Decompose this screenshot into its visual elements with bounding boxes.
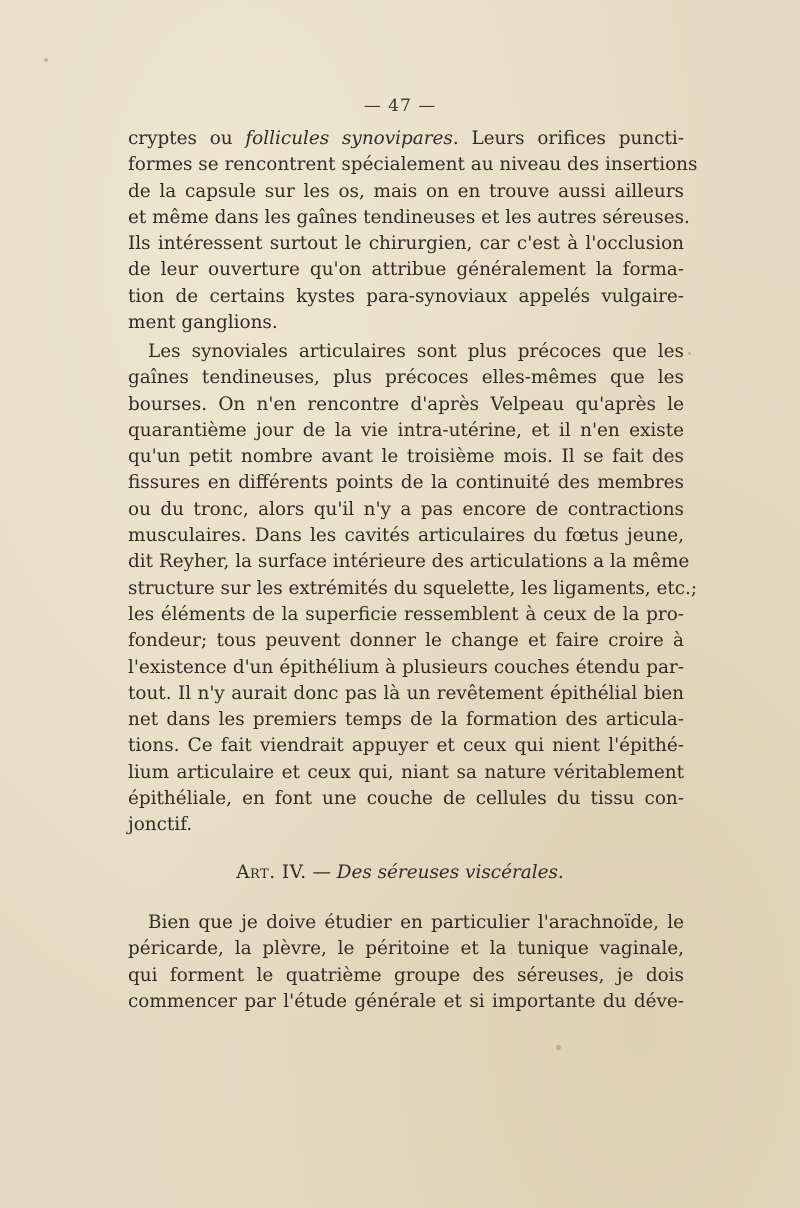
text-line: dit Reyher, la surface intérieure des articulations a la même <box>128 551 690 573</box>
text-line: fondeur; tous peuvent donner le change et faire croire à <box>128 630 684 652</box>
paragraph-2 <box>128 339 698 839</box>
text-line: ou du tronc, alors qu'il n'y a pas encore de contractions <box>128 498 684 520</box>
text-line: les éléments de la superficie ressemblent à ceux de la pro- <box>128 603 684 625</box>
text-line: formes se rencontrent spécialement au niveau des insertions <box>128 154 698 176</box>
text-line: structure sur les extrémités du squelette, les ligaments, etc.; <box>128 577 698 599</box>
text-line: péricarde, la plèvre, le péritoine et la tunique vaginale, <box>128 938 684 960</box>
text-line: net dans les premiers temps de la formation des articula- <box>128 709 684 731</box>
ink-speck <box>44 58 48 62</box>
text-line: tions. Ce fait viendrait appuyer et ceux qui nient l'épithé- <box>128 735 684 757</box>
text-line: musculaires. Dans les cavités articulaires du fœtus jeune, <box>128 525 684 547</box>
text-line: cryptes ou follicules synovipares. Leurs orifices puncti- <box>128 128 684 149</box>
text-line: tion de certains kystes para-synoviaux appelés vulgaire- <box>128 285 684 307</box>
paragraph-3 <box>128 910 684 1015</box>
text-line: et même dans les gaînes tendineuses et les autres séreuses. <box>128 206 690 228</box>
section-heading <box>0 862 800 883</box>
text-line: tout. Il n'y aurait donc pas là un revêtement épithélial bien <box>128 682 684 704</box>
text-line: bourses. On n'en rencontre d'après Velpeau qu'après le <box>128 393 684 415</box>
ink-speck <box>688 352 691 355</box>
text-line: Les synoviales articulaires sont plus précoces que les <box>148 341 684 362</box>
text-line: de leur ouverture qu'on attribue généralement la forma- <box>128 259 684 281</box>
text-line: qui forment le quatrième groupe des séreuses, je dois <box>128 964 684 986</box>
text-line: Bien que je doive étudier en particulier l'arachnoïde, le <box>148 912 684 933</box>
text-line: épithéliale, en font une couche de cellules du tissu con- <box>128 788 684 810</box>
text-line: de la capsule sur les os, mais on en trouve aussi ailleurs <box>128 180 684 202</box>
text-line: ment ganglions. <box>128 312 278 334</box>
text-line: commencer par l'étude générale et si importante du déve- <box>128 990 684 1012</box>
page-number: — 47 — <box>363 96 437 116</box>
text-line: fissures en différents points de la continuité des membres <box>128 472 684 494</box>
text-line: Ils intéressent surtout le chirurgien, car c'est à l'occlusion <box>128 233 684 255</box>
section-dash: — <box>306 862 337 883</box>
paragraph-1 <box>128 126 698 336</box>
italic-term: follicules synovipares <box>245 128 453 149</box>
text-line: lium articulaire et ceux qui, niant sa nature véritablement <box>128 761 684 783</box>
text-line: gaînes tendineuses, plus précoces elles-mêmes que les <box>128 367 684 389</box>
text-line: jonctif. <box>128 814 193 836</box>
ink-speck <box>556 1045 561 1050</box>
section-title: Des séreuses viscérales. <box>336 862 564 883</box>
text-line: quarantième jour de la vie intra-utérine, et il n'en existe <box>128 419 684 441</box>
text-line: qu'un petit nombre avant le troisième mois. Il se fait des <box>128 446 684 468</box>
section-number: Art. IV. <box>236 862 307 883</box>
text-line: l'existence d'un épithélium à plusieurs couches étendu par- <box>128 656 684 678</box>
